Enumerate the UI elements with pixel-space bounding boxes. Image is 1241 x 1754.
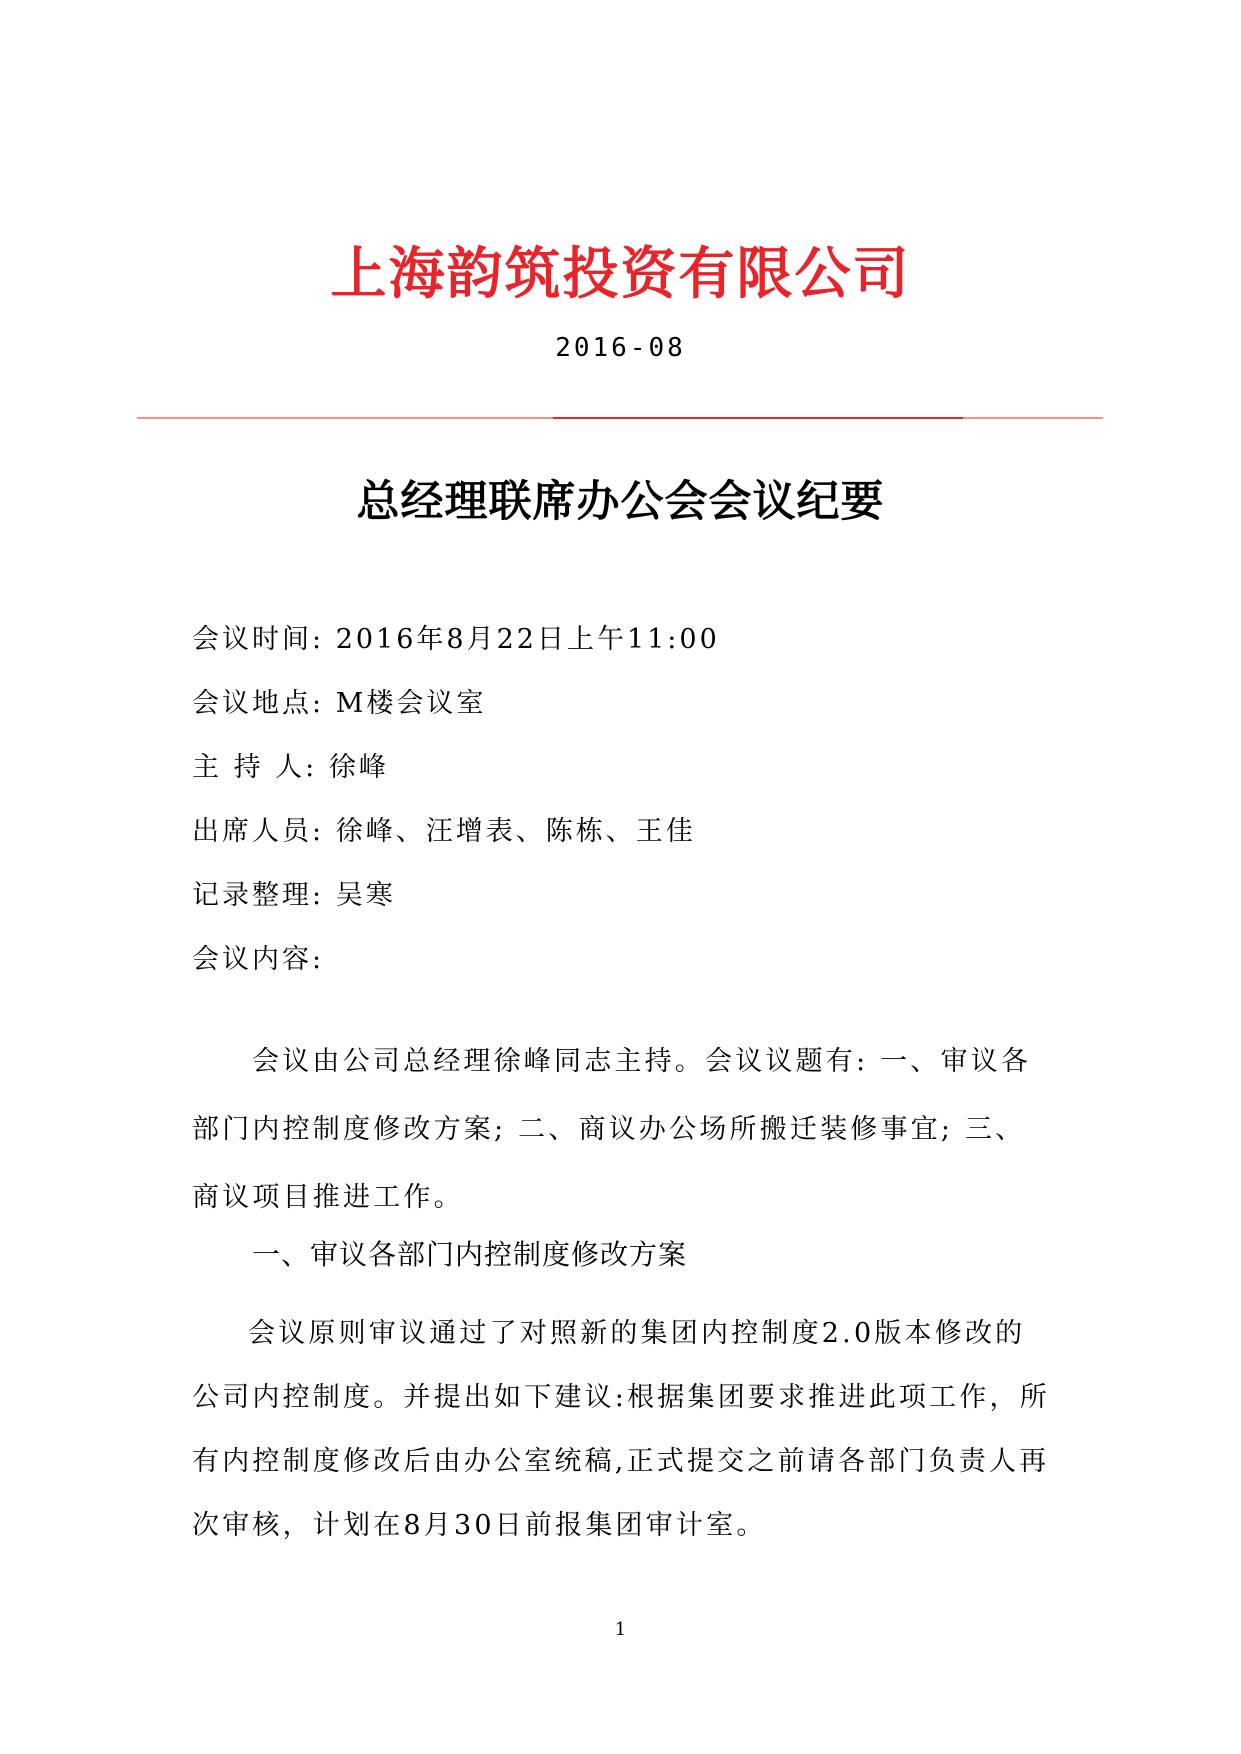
red-divider-line [137, 417, 1103, 419]
meeting-location-label: 会议地点: [192, 688, 325, 719]
recorder-label: 记录整理: [192, 880, 325, 911]
meeting-location-row [192, 684, 1092, 748]
meeting-content-row [192, 940, 1092, 1004]
issue-date: 2016-08 [555, 333, 686, 363]
meeting-info-list [192, 620, 1092, 1004]
host-value: 徐峰 [317, 752, 389, 783]
red-divider-thick [553, 417, 963, 419]
attendees-row [192, 812, 1092, 876]
attendees-value: 徐峰、汪增表、陈栋、王佳 [324, 816, 696, 847]
attendees-label: 出席人员: [192, 816, 325, 847]
section-1-paragraph: 会议原则审议通过了对照新的集团内控制度2.0版本修改的公司内控制度。并提出如下建议:根据集团要求推进此项工作，所有内控制度修改后由办公室统稿,正式提交之前请各部门负责人再次审核，计划在8月30日前报集团审计室。 [192, 1318, 1050, 1541]
meeting-content-label: 会议内容: [192, 944, 325, 975]
host-label: 主 持 人: [192, 752, 318, 783]
host-row [192, 748, 1092, 812]
meeting-time-row [192, 620, 1092, 684]
company-name-header: 上海韵筑投资有限公司 [330, 242, 911, 307]
recorder-row [192, 876, 1092, 940]
meeting-time-value: 2016年8月22日上午11:00 [324, 624, 720, 655]
recorder-value: 吴寒 [324, 880, 396, 911]
section-1-heading: 一、审议各部门内控制度修改方案 [252, 1238, 688, 1271]
meeting-location-value: M楼会议室 [324, 688, 487, 719]
intro-paragraph: 会议由公司总经理徐峰同志主持。会议议题有: 一、审议各部门内控制度修改方案; 二、商议办公场所搬迁装修事宜; 三、商议项目推进工作。 [192, 1046, 1032, 1213]
document-title: 总经理联席办公会会议纪要 [356, 477, 885, 527]
meeting-time-label: 会议时间: [192, 624, 325, 655]
page-number: 1 [614, 1619, 627, 1640]
